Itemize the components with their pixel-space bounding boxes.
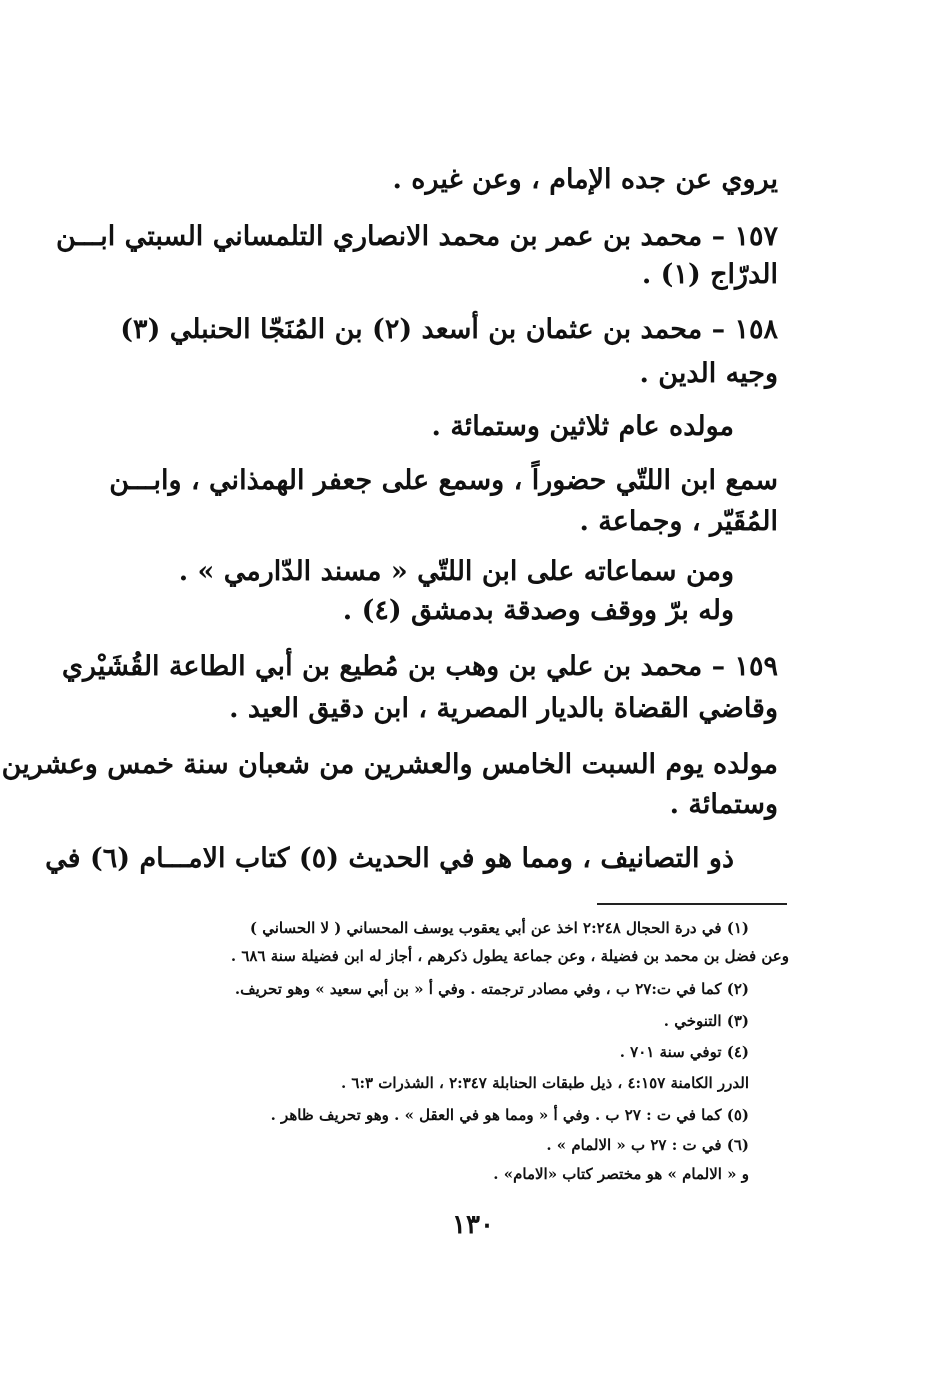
entry-157-heading: ١٥٧ – محمد بن عمر بن محمد الانصاري التلمساني السبتي ابـــن xyxy=(55,221,778,252)
footnote-5: (٥) كما في ت : ٢٧ ب . وفي أ « ومما هو في العقل » . وهو تحريف ظاهر . xyxy=(270,1106,749,1124)
entry-158-heading: ١٥٨ – محمد بن عثمان بن أسعد (٢) بن المُنَجّا الحنبلي (٣) xyxy=(120,314,778,345)
text-line-7: سمع ابن اللتّي حضوراً ، وسمع على جعفر الهمذاني ، وابـــن xyxy=(109,465,778,496)
text-line-1: يروي عن جده الإمام ، وعن غيره . xyxy=(392,164,778,195)
entry-159-heading: ١٥٩ – محمد بن علي بن وهب بن مُطيع بن أبي الطاعة القُشَيْري xyxy=(61,651,778,682)
footnote-4: (٤) توفي سنة ٧٠١ . xyxy=(619,1043,749,1061)
text-line-10: وله برّ ووقف وصدقة بدمشق (٤) . xyxy=(342,595,734,626)
text-line-15: ذو التصانيف ، ومما هو في الحديث (٥) كتاب الامـــام (٦) في xyxy=(45,843,734,874)
footnote-1-continued: وعن فضل بن محمد بن فضيلة ، وعن جماعة يطول ذكرهم ، أجاز له ابن فضيلة سنة ٦٨٦ . xyxy=(230,947,789,965)
text-line-5: وجيه الدين . xyxy=(639,358,778,389)
footnote-6: (٦) في ت : ٢٧ ب « الالمام » . xyxy=(546,1136,749,1154)
footnote-3: (٣) التنوخي . xyxy=(663,1012,749,1030)
footnote-4-sources: الدرر الكامنة ٤:١٥٧ ، ذيل طبقات الحنابلة ٢:٣٤٧ ، الشذرات ٦:٣ . xyxy=(340,1074,749,1092)
text-line-9: ومن سماعاته على ابن اللتّي « مسند الدّارمي » . xyxy=(178,556,734,587)
text-line-12: وقاضي القضاة بالديار المصرية ، ابن دقيق العيد . xyxy=(229,693,778,724)
text-line-3: الدرّاج (١) . xyxy=(641,259,778,290)
text-line-8: المُقَيّر ، وجماعة . xyxy=(579,506,778,537)
footnote-2: (٢) كما في ت:٢٧ ب ، وفي مصادر ترجمته . وفي أ « بن أبي سعيد » وهو تحريف. xyxy=(234,980,749,998)
text-line-6: مولده عام ثلاثين وستمائة . xyxy=(431,411,734,442)
text-line-14: وستمائة . xyxy=(669,789,778,820)
text-line-13: مولده يوم السبت الخامس والعشرين من شعبان سنة خمس وعشرين xyxy=(1,749,778,780)
footnote-separator xyxy=(597,903,787,905)
footnote-6-note: و « الالمام » هو مختصر كتاب «الامام» . xyxy=(493,1165,749,1183)
page-number: ١٣٠ xyxy=(452,1210,494,1240)
footnote-1: (١) في درة الحجال ٢:٢٤٨ اخذ عن أبي يعقوب يوسف المحساني ( لا الحساني ) xyxy=(249,919,749,937)
